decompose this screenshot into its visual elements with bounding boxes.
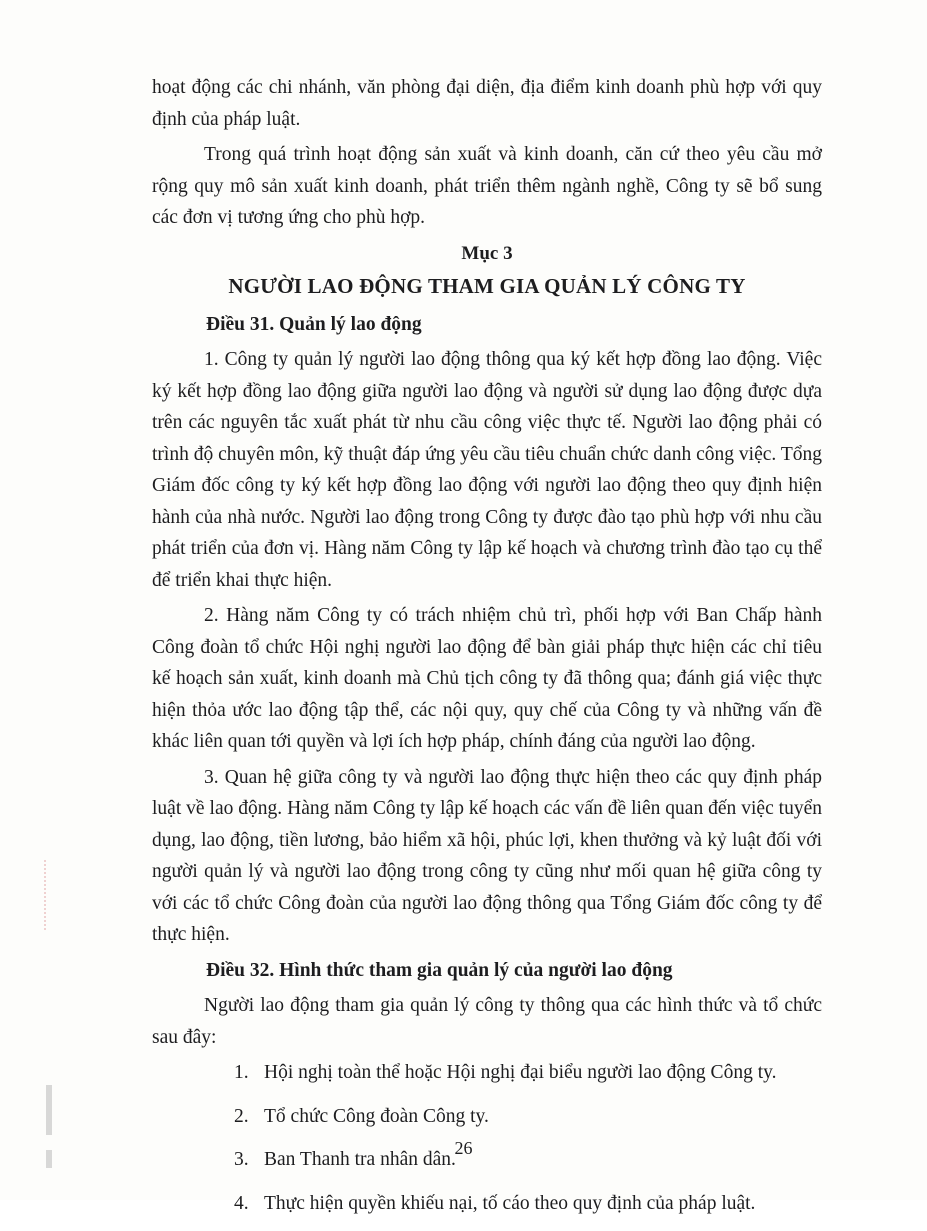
article-31-heading: Điều 31. Quản lý lao động <box>206 313 422 335</box>
section-label: Mục 3 <box>461 242 513 264</box>
page-number: 26 <box>454 1138 473 1158</box>
article-31-clause-2: 2. Hàng năm Công ty có trách nhiệm chủ trì, phối hợp với Ban Chấp hành Công đoàn tổ chức Hội nghị người lao động để bàn giải pháp thực hiện các chỉ tiêu kế hoạch sản xuất, kinh doanh mà Chủ tịch công ty đã thông qua; đánh giá việc thực hiện thỏa ước lao động tập thể, các nội quy, quy chế của Công ty và những vấn đề khác liên quan tới quyền và lợi ích hợp pháp, chính đáng của người lao động. <box>152 605 822 752</box>
article-31-clause-1: 1. Công ty quản lý người lao động thông qua ký kết hợp đồng lao động. Việc ký kết hợp đồng lao động giữa người lao động và người sử dụng lao động được dựa trên các nguyên tắc xuất phát từ nhu cầu công việc thực tế. Người lao động phải có trình độ chuyên môn, kỹ thuật đáp ứng yêu cầu tiêu chuẩn chức danh công việc. Tổng Giám đốc công ty ký kết hợp đồng lao động với người lao động theo quy định hiện hành của nhà nước. Người lao động trong Công ty được đào tạo phù hợp với nhu cầu phát triển của đơn vị. Hàng năm Công ty lập kế hoạch và chương trình đào tạo cụ thể để triển khai thực hiện. <box>152 349 822 591</box>
article-32-heading: Điều 32. Hình thức tham gia quản lý của người lao động <box>206 959 673 981</box>
list-item: 1. Hội nghị toàn thể hoặc Hội nghị đại biểu người lao động Công ty. <box>234 1062 777 1083</box>
paragraph-continuation: hoạt động các chi nhánh, văn phòng đại diện, địa điểm kinh doanh phù hợp với quy định của pháp luật. <box>152 77 822 130</box>
list-item: 4. Thực hiện quyền khiếu nại, tố cáo theo quy định của pháp luật. <box>234 1192 756 1214</box>
article-31-clause-3: 3. Quan hệ giữa công ty và người lao động thực hiện theo các quy định pháp luật về lao động. Hàng năm Công ty lập kế hoạch các vấn đề liên quan đến việc tuyển dụng, lao động, tiền lương, bảo hiểm xã hội, phúc lợi, khen thưởng và kỷ luật đối với người quản lý và người lao động trong công ty cũng như mối quan hệ giữa công ty với các tổ chức Công đoàn của người lao động thông qua Tổng Giám đốc công ty để thực hiện. <box>152 766 822 945</box>
document-body <box>152 72 822 1231</box>
article-32-intro: Người lao động tham gia quản lý công ty thông qua các hình thức và tổ chức sau đây: <box>152 995 822 1048</box>
list-item: 2. Tổ chức Công đoàn Công ty. <box>234 1105 489 1127</box>
stamp-trace <box>44 860 68 930</box>
paragraph-expansion: Trong quá trình hoạt động sản xuất và kinh doanh, căn cứ theo yêu cầu mở rộng quy mô sản xuất kinh doanh, phát triển thêm ngành nghề, Công ty sẽ bổ sung các đơn vị tương ứng cho phù hợp. <box>152 144 822 228</box>
list-item: 3. Ban Thanh tra nhân dân. <box>234 1149 456 1170</box>
section-title: NGƯỜI LAO ĐỘNG THAM GIA QUẢN LÝ CÔNG TY <box>228 274 746 298</box>
scan-artifact <box>46 1085 52 1135</box>
